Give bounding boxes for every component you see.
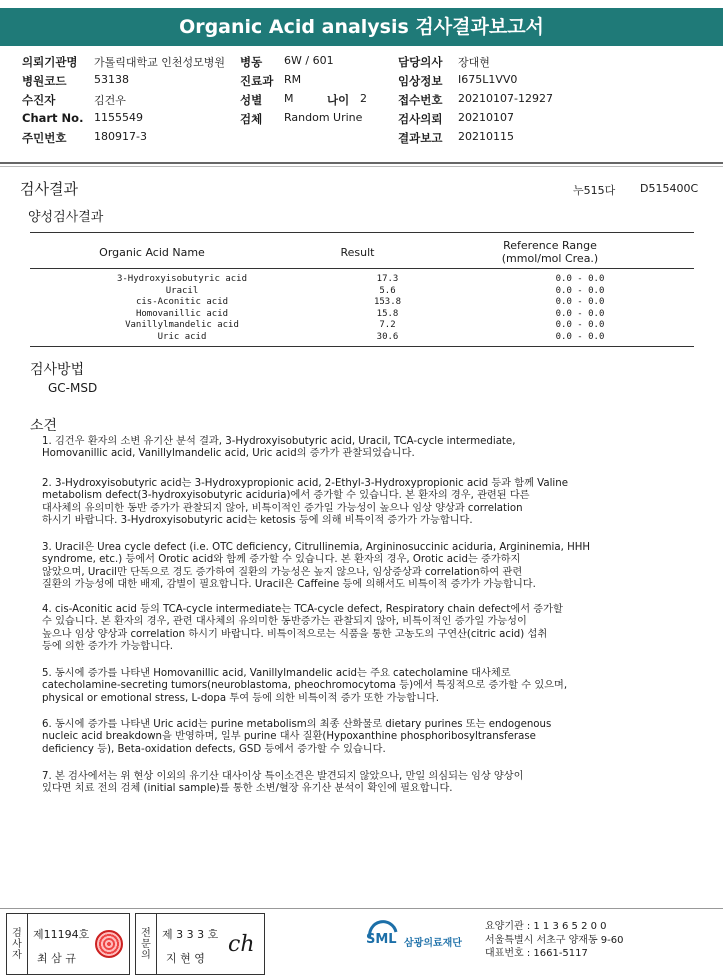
ward-value: 6W / 601 [284, 54, 334, 67]
sex-label: 성별 [240, 93, 263, 107]
tester-label [9, 928, 25, 961]
opinion-line: 하시기 바랍니다. 3-Hydroxyisobutyric acid는 ketosis 등에 의해 비특이적 증가가 가능합니다. [42, 514, 473, 526]
tester-label-char: 사 [12, 939, 22, 950]
cell-name: Vanillylmandelic acid [125, 320, 239, 331]
tester-label-char: 자 [12, 950, 22, 961]
sex-value: M [284, 92, 294, 105]
approver-label-char: 문 [141, 939, 151, 950]
institution-value: 가톨릭대학교 인천성모병원 [94, 56, 226, 69]
tester-box [6, 913, 130, 975]
cell-result: 5.6 [379, 285, 396, 296]
opinion-paragraph [42, 478, 682, 527]
age-label: 나이 [327, 93, 350, 107]
report-date-label: 결과보고 [398, 131, 443, 145]
hospital-code-label: 병원코드 [22, 74, 67, 88]
approver-license: 제 3 3 3 호 [162, 928, 219, 941]
cell-ref: 0.0 - 0.0 [555, 320, 605, 331]
cell-name: Uric acid [157, 332, 207, 342]
chart-no-label: Chart No. [22, 111, 84, 125]
opinion-line: 등에 의한 증가가 가능합니다. [42, 640, 174, 652]
results-title: 검사결과 [20, 180, 78, 198]
approver-label-char: 의 [141, 950, 151, 961]
receipt-no-label: 접수번호 [398, 93, 443, 107]
opinion-line: metabolism defect(3-hydroxyisobutyric aciduria)에서 증가할 수 있습니다. 본 환자의 경우, 관련된 다른 [42, 490, 530, 502]
ward-label: 병동 [240, 55, 263, 69]
lab-code: 요양기관 : 1 1 3 6 5 2 0 0 [485, 921, 607, 932]
approver-label [138, 928, 154, 961]
opinion-line: 않았으며, Uracil만 단독으로 경도 증가하여 질환의 가능성은 높지 않으나, 임상증상과 correlation하여 관련 [42, 566, 523, 578]
cell-result: 17.3 [376, 274, 399, 284]
id-no-value: 180917-3 [94, 130, 147, 143]
chart-no-value: 1155549 [94, 111, 143, 124]
opinion-line: 5. 동시에 증가를 나타낸 Homovanillic acid, Vanillylmandelic acid는 주요 catecholamine 대사체로 [42, 668, 511, 679]
opinion-line: 있다면 치료 전의 검체 (initial sample)를 통한 소변/혈장 유기산 분석이 확인에 필요합니다. [42, 783, 453, 795]
table-header-line [30, 268, 694, 269]
method-title: 검사방법 [30, 362, 85, 378]
table-bottom-line [30, 346, 694, 347]
clinical-info-label: 임상정보 [398, 74, 443, 88]
cell-result: 30.6 [376, 332, 399, 342]
cell-result: 7.2 [379, 320, 396, 331]
table-top-line [30, 232, 694, 233]
examinee-label: 수진자 [22, 93, 56, 107]
tester-seal [95, 930, 123, 958]
opinion-paragraph [42, 771, 682, 796]
opinion-line: 높으나 임상 양상과 correlation 하시기 바랍니다. 비특이적으로는 식품을 통한 고농도의 구연산(citric acid) 섭취 [42, 628, 548, 640]
org-logo [366, 918, 462, 956]
approver-signature: ch [228, 932, 255, 957]
opinion-paragraph [42, 542, 682, 591]
result-code-1: 누515다 [573, 184, 616, 197]
opinion-line: 질환의 가능성에 대한 배제, 감별이 필요합니다. Uracil은 Caffeine 등에 의해서도 비특이적 증가가 가능합니다. [42, 578, 536, 590]
opinion-line: 7. 본 검사에서는 위 현상 이외의 유기산 대사이상 특이소견은 발견되지 않았으나, 만일 의심되는 임상 양상이 [42, 771, 524, 782]
age-value: 2 [360, 92, 367, 105]
approver-label-char: 전 [141, 928, 151, 939]
specimen-label: 검체 [240, 112, 263, 126]
cell-ref: 0.0 - 0.0 [555, 297, 605, 308]
cell-result: 15.8 [376, 308, 399, 319]
opinion-line: 2. 3-Hydroxyisobutyric acid는 3-Hydroxypropionic acid, 2-Ethyl-3-Hydroxypropionic acid 등과 함께 Valine [42, 478, 568, 489]
cell-name: Uracil [165, 285, 199, 296]
receipt-no-value: 20210107-12927 [458, 92, 553, 105]
opinion-line: 3. Uracil은 Urea cycle defect (i.e. OTC deficiency, Citrullinemia, Argininosuccinic aciduria, Argininemia, HHH [42, 542, 591, 553]
col-result-header: Result [340, 246, 375, 259]
hospital-code-value: 53138 [94, 73, 129, 86]
opinion-paragraph [42, 719, 682, 756]
cell-ref: 0.0 - 0.0 [555, 332, 605, 342]
patient-info [22, 54, 712, 149]
doctor-label: 담당의사 [398, 55, 443, 69]
specimen-value: Random Urine [284, 111, 363, 124]
table-row [30, 274, 694, 286]
lab-info [485, 920, 624, 961]
table-row [30, 286, 694, 298]
opinion-line: 수 있습니다. 본 환자의 경우, 관련 대사체의 유의미한 동반증가는 관찰되지 않아, 비특이적인 증가일 가능성이 [42, 616, 527, 628]
approver-name: 지 현 영 [166, 952, 205, 965]
request-date-label: 검사의뢰 [398, 112, 443, 126]
opinion-line: 4. cis-Aconitic acid 등의 TCA-cycle intermediate는 TCA-cycle defect, Respiratory chain defect에서 증가할 [42, 604, 563, 615]
org-logo-text: SML [366, 932, 397, 947]
opinion-line: catecholamine-secreting tumors(neuroblastoma, pheochromocytoma 등)에서 특징적으로 증가할 수 있으며, [42, 680, 568, 692]
cell-result: 153.8 [373, 297, 402, 308]
cell-ref: 0.0 - 0.0 [555, 308, 605, 319]
report-title: Organic Acid analysis 검사결과보고서 [0, 8, 723, 46]
report-date-value: 20210115 [458, 130, 514, 143]
opinion-line: 대사체의 유의미한 동반 증가가 관찰되지 않아, 비특이적인 증가일 가능성이 높으나 임상 양상과 correlation [42, 502, 523, 514]
tester-label-char: 검 [12, 928, 22, 939]
request-date-value: 20210107 [458, 111, 514, 124]
col-name-header: Organic Acid Name [99, 246, 205, 259]
table-row [30, 320, 694, 332]
opinion-line: nucleic acid breakdown을 반영하며, 일부 purine 대사 질환(Hypoxanthine phosphoribosyltransferase [42, 731, 536, 743]
opinion-line: syndrome, etc.) 등에서 Orotic acid와 함께 증가할 수 있습니다. 본 환자의 경우, Orotic acid는 증가하지 [42, 554, 521, 566]
approver-box [135, 913, 265, 975]
tester-name: 최 삼 규 [37, 952, 76, 965]
table-row [30, 297, 694, 309]
cell-name: 3-Hydroxyisobutyric acid [116, 274, 248, 284]
col-ref-header-2: (mmol/mol Crea.) [501, 252, 599, 265]
positive-results-title: 양성검사결과 [28, 210, 104, 225]
table-row [30, 332, 694, 344]
examinee-value: 김건우 [94, 94, 126, 107]
cell-ref: 0.0 - 0.0 [555, 274, 605, 284]
opinion-line: deficiency 등), Beta-oxidation defects, GSD 등에서 증가할 수 있습니다. [42, 743, 386, 755]
org-name: 삼광의료재단 [404, 938, 462, 949]
clinical-info-value: I675L1VV0 [458, 73, 518, 86]
lab-address: 서울특별시 서초구 양재동 9-60 [485, 934, 624, 946]
dept-value: RM [284, 73, 302, 86]
opinion-line: 6. 동시에 증가를 나타낸 Uric acid는 purine metabolism의 최종 산화물로 dietary purines 또는 endogenous [42, 719, 552, 730]
info-divider [0, 162, 723, 164]
cell-name: cis-Aconitic acid [135, 297, 229, 308]
institution-label: 의뢰기관명 [22, 55, 78, 69]
opinion-paragraph [42, 436, 682, 461]
info-divider-thin [0, 166, 723, 167]
opinion-line: physical or emotional stress, L-dopa 투여 등에 의한 비특이적 증가 또한 가능합니다. [42, 692, 440, 704]
opinion-paragraph [42, 604, 682, 653]
opinion-paragraph [42, 668, 682, 705]
doctor-value: 장대현 [458, 56, 490, 69]
cell-name: Homovanillic acid [135, 308, 229, 319]
tester-license: 제11194호 [33, 928, 90, 941]
dept-label: 진료과 [240, 74, 274, 88]
result-code-2: D515400C [640, 182, 699, 195]
table-row [30, 309, 694, 321]
method-value: GC-MSD [48, 381, 98, 395]
col-ref-header-1: Reference Range [503, 239, 597, 252]
opinion-line: 1. 김건우 환자의 소변 유기산 분석 결과, 3-Hydroxyisobutyric acid, Uracil, TCA-cycle intermediate, [42, 436, 516, 447]
id-no-label: 주민번호 [22, 131, 67, 145]
opinion-line: Homovanillic acid, Vanillylmandelic acid, Uric acid의 증가가 관찰되었습니다. [42, 448, 415, 460]
opinion-title: 소견 [30, 418, 58, 434]
cell-ref: 0.0 - 0.0 [555, 285, 605, 296]
lab-phone: 대표번호 : 1661-5117 [485, 948, 588, 959]
